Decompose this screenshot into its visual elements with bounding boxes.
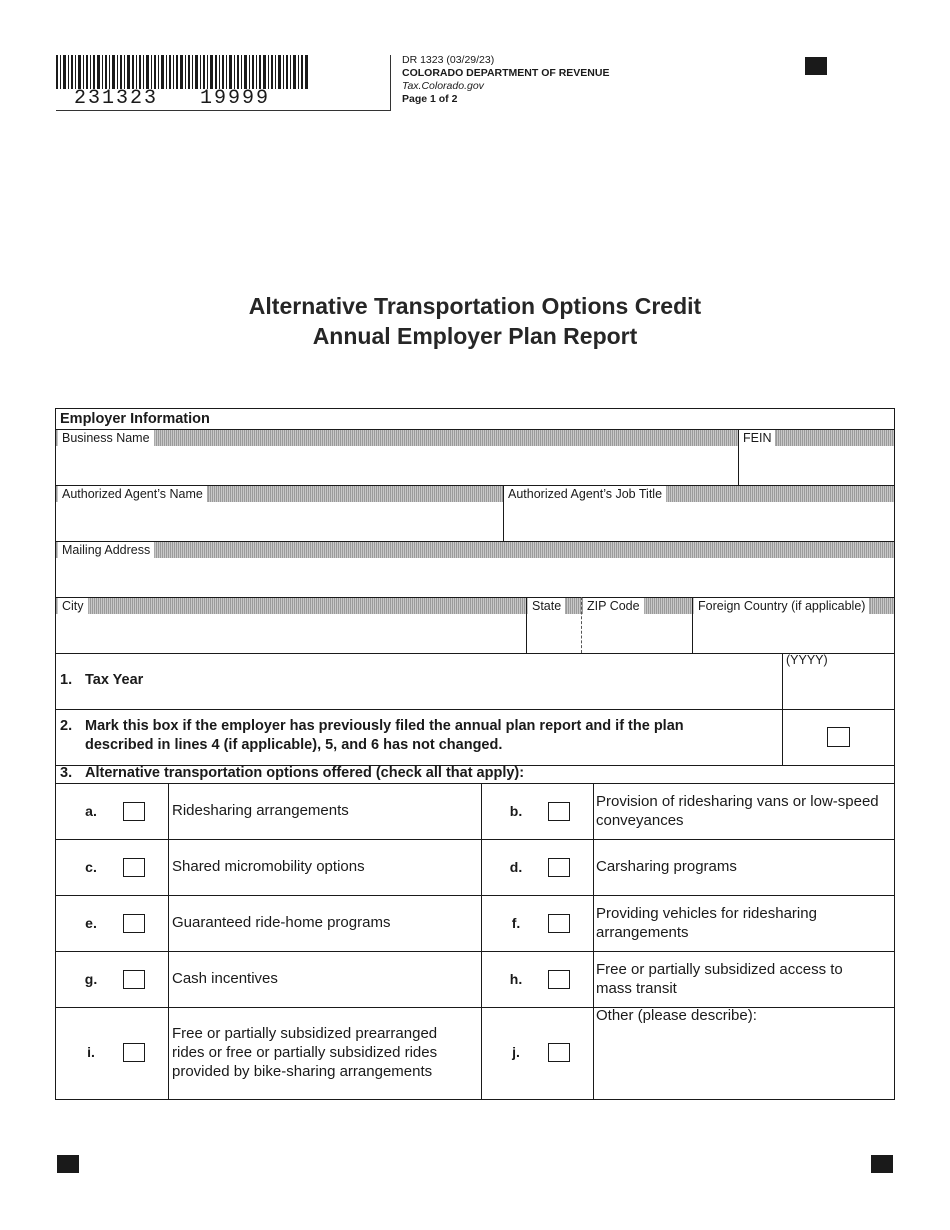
fein-field[interactable] [742, 449, 890, 483]
option-j-letter: j. [512, 1044, 520, 1060]
option-e-checkbox[interactable] [123, 914, 145, 933]
line2-text-1: Mark this box if the employer has previously filed the annual plan report and if the plan [85, 718, 684, 734]
option-d-checkbox[interactable] [548, 858, 570, 877]
option-i-text-line3: provided by bike-sharing arrangements [172, 1063, 433, 1080]
option-c-text: Shared micromobility options [172, 858, 365, 875]
option-b-letter: b. [509, 803, 523, 819]
country-label: Foreign Country (if applicable) [694, 598, 870, 614]
line1-number: 1. [60, 672, 73, 688]
line3-label: Alternative transportation options offered (check all that apply): [85, 765, 525, 781]
agent-title-field[interactable] [508, 505, 890, 539]
option-g-checkbox[interactable] [123, 970, 145, 989]
mailing-address-label: Mailing Address [58, 542, 155, 558]
option-h-checkbox[interactable] [548, 970, 570, 989]
page-number: Page 1 of 2 [402, 93, 458, 105]
option-b-text-line1: Provision of ridesharing vans or low-speed [596, 793, 879, 810]
option-i-checkbox[interactable] [123, 1043, 145, 1062]
agent-name-field[interactable] [58, 505, 498, 539]
option-f-text-line1: Providing vehicles for ridesharing [596, 905, 817, 922]
registration-mark-bottom-right [871, 1155, 893, 1173]
city-field[interactable] [58, 617, 522, 651]
tax-year-field[interactable] [786, 671, 890, 705]
registration-mark-top-right [805, 57, 827, 75]
option-c-letter: c. [85, 859, 97, 875]
barcode-number: 231323 19999 [74, 87, 271, 110]
fein-label: FEIN [739, 430, 776, 446]
option-d-text: Carsharing programs [596, 858, 737, 875]
agent-title-label: Authorized Agent’s Job Title [504, 486, 667, 502]
barcode [56, 55, 308, 89]
city-label: City [58, 598, 89, 614]
header-divider [390, 55, 391, 111]
zip-label: ZIP Code [583, 598, 645, 614]
option-i-text [172, 1024, 437, 1081]
website: Tax.Colorado.gov [402, 80, 484, 92]
option-i-letter: i. [87, 1044, 95, 1060]
option-e-text: Guaranteed ride-home programs [172, 914, 391, 931]
option-d-letter: d. [509, 859, 523, 875]
option-f-text [596, 904, 817, 942]
page-title-line1: Alternative Transportation Options Credit [248, 293, 702, 319]
form-header [402, 54, 609, 106]
country-field[interactable] [695, 617, 891, 651]
line2-number: 2. [60, 718, 73, 734]
option-a-letter: a. [85, 803, 97, 819]
business-name-label: Business Name [58, 430, 155, 446]
option-j-text: Other (please describe): [596, 1007, 757, 1024]
line2-checkbox[interactable] [827, 727, 850, 747]
mailing-address-field[interactable] [58, 561, 890, 595]
tax-year-hint: (YYYY) [786, 653, 828, 667]
zip-field[interactable] [584, 617, 690, 651]
business-name-field[interactable] [58, 449, 734, 483]
option-f-text-line2: arrangements [596, 924, 689, 941]
option-a-text: Ridesharing arrangements [172, 802, 349, 819]
option-g-text: Cash incentives [172, 970, 278, 987]
option-f-checkbox[interactable] [548, 914, 570, 933]
option-b-checkbox[interactable] [548, 802, 570, 821]
line2-text-2: described in lines 4 (if applicable), 5, and 6 has not changed. [85, 737, 503, 753]
option-h-letter: h. [509, 971, 523, 987]
state-field[interactable] [529, 617, 579, 651]
option-i-text-line1: Free or partially subsidized prearranged [172, 1025, 438, 1042]
option-h-text [596, 960, 843, 998]
form-id: DR 1323 (03/29/23) [402, 54, 495, 66]
department-name: COLORADO DEPARTMENT OF REVENUE [402, 67, 610, 79]
employer-info-heading: Employer Information [60, 411, 210, 427]
option-e-letter: e. [85, 915, 97, 931]
option-h-text-line2: mass transit [596, 980, 677, 997]
agent-name-label: Authorized Agent’s Name [58, 486, 208, 502]
other-description-field[interactable] [597, 1029, 889, 1093]
option-f-letter: f. [511, 915, 521, 931]
option-b-text-line2: conveyances [596, 812, 684, 829]
option-b-text [596, 792, 879, 830]
option-c-checkbox[interactable] [123, 858, 145, 877]
option-j-checkbox[interactable] [548, 1043, 570, 1062]
barcode-underline [56, 110, 390, 111]
option-i-text-line2: rides or free or partially subsidized rides [172, 1044, 438, 1061]
option-h-text-line1: Free or partially subsidized access to [596, 961, 843, 978]
form-frame [55, 408, 895, 1100]
line1-label: Tax Year [85, 672, 144, 688]
line3-number: 3. [60, 765, 73, 781]
option-a-checkbox[interactable] [123, 802, 145, 821]
option-g-letter: g. [84, 971, 98, 987]
state-label: State [528, 598, 566, 614]
page-title-line2: Annual Employer Plan Report [312, 323, 638, 349]
registration-mark-bottom-left [57, 1155, 79, 1173]
